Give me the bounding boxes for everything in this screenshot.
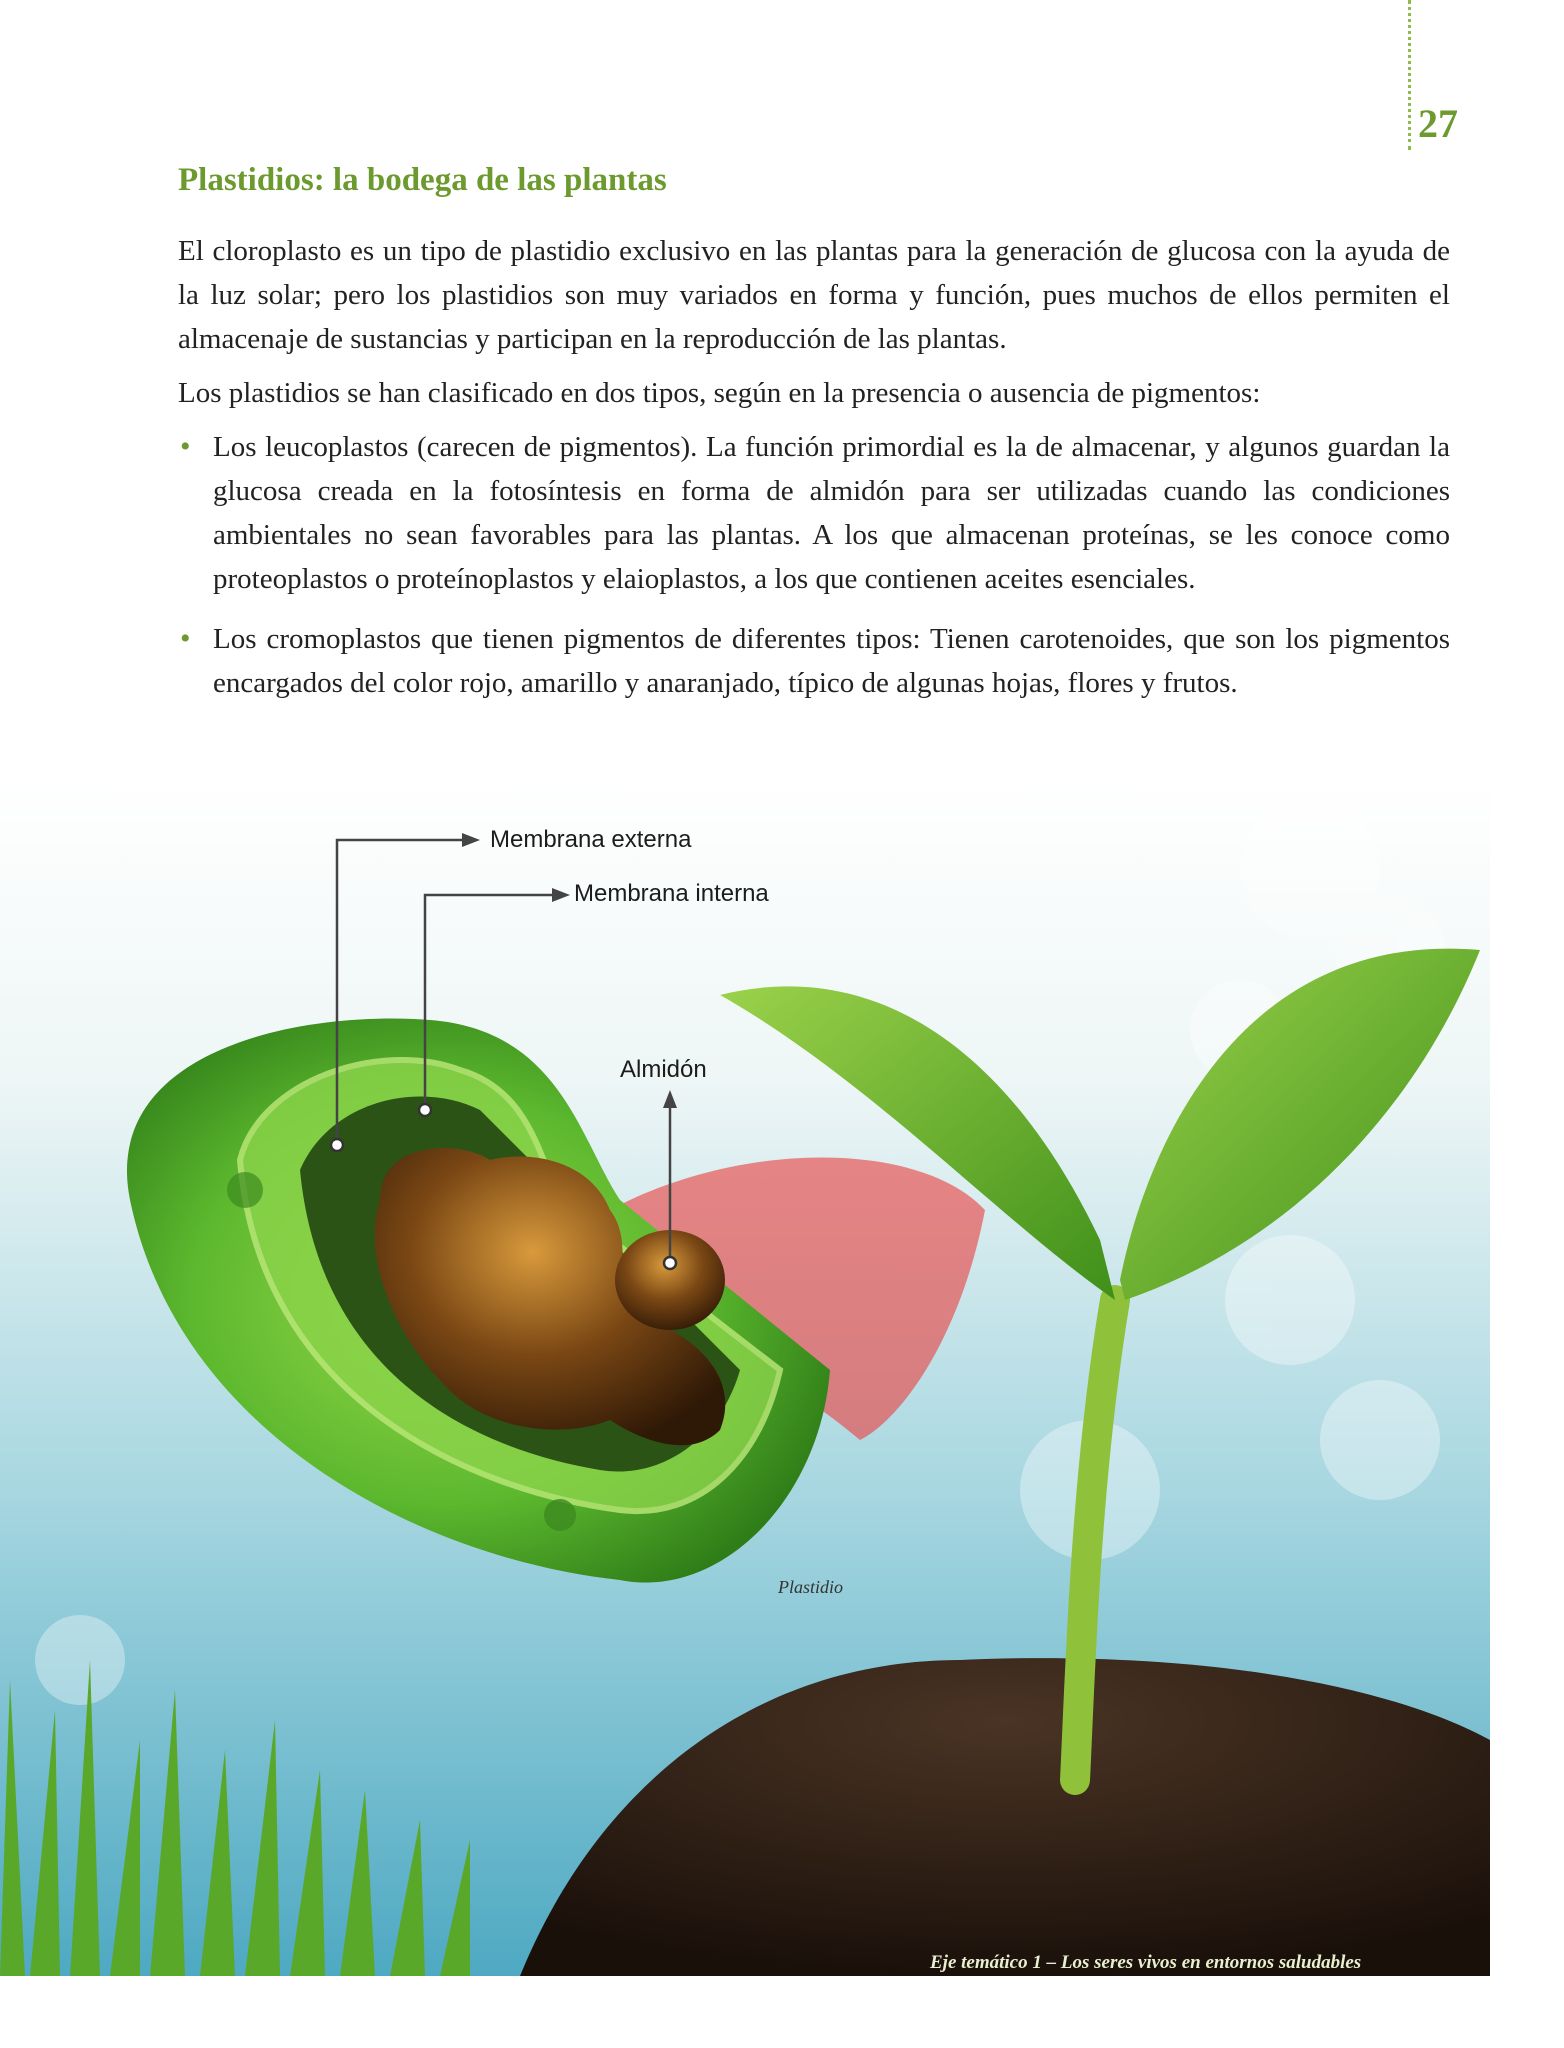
- label-inner-membrane: Membrana interna: [574, 880, 769, 907]
- paragraph-2: Los plastidios se han clasificado en dos tipos, según en la presencia o ausencia de pigmentos:: [178, 377, 1261, 409]
- pigment-list: [178, 425, 1450, 705]
- page-number: 27: [1418, 101, 1458, 146]
- paragraph-1: El cloroplasto es un tipo de plastidio exclusivo en las plantas para la generación de glucosa con la ayuda de la luz solar; pero los plastidios son muy variados en forma y función, pues muchos de ellos permiten el almacenaje de sustancias y participan en la reproducción de las plantas.: [178, 235, 1450, 355]
- list-item-text: Los leucoplastos (carecen de pigmentos). La función primordial es la de almacenar, y algunos guardan la glucosa creada en la fotosíntesis en forma de almidón para ser utilizadas cuando las condiciones ambientales no sean favorables para las plantas. A los que almacenan proteínas, se les conoce como proteoplastos o proteínoplastos y elaioplastos, a los que contienen aceites esenciales.: [213, 431, 1450, 595]
- main-content: [178, 162, 1450, 721]
- label-starch: Almidón: [620, 1056, 707, 1083]
- figure-caption: Plastidio: [778, 1577, 844, 1597]
- footer-text: Eje temático 1 – Los seres vivos en entornos saludables: [930, 1952, 1362, 1973]
- bullet-icon: •: [180, 622, 191, 655]
- list-item: [178, 617, 1450, 705]
- section-heading: Plastidios: la bodega de las plantas: [178, 162, 667, 198]
- label-outer-membrane: Membrana externa: [490, 826, 692, 853]
- illustration-svg: [0, 780, 1490, 1976]
- plastid-illustration: [0, 780, 1490, 1976]
- list-item: [178, 425, 1450, 601]
- list-item-text: Los cromoplastos que tienen pigmentos de diferentes tipos: Tienen carotenoides, que son los pigmentos encargados del color rojo, amarillo y anaranjado, típico de algunas hojas, flores y frutos.: [213, 623, 1450, 699]
- bullet-icon: •: [180, 430, 191, 463]
- header-dotted-rule: [1408, 0, 1411, 150]
